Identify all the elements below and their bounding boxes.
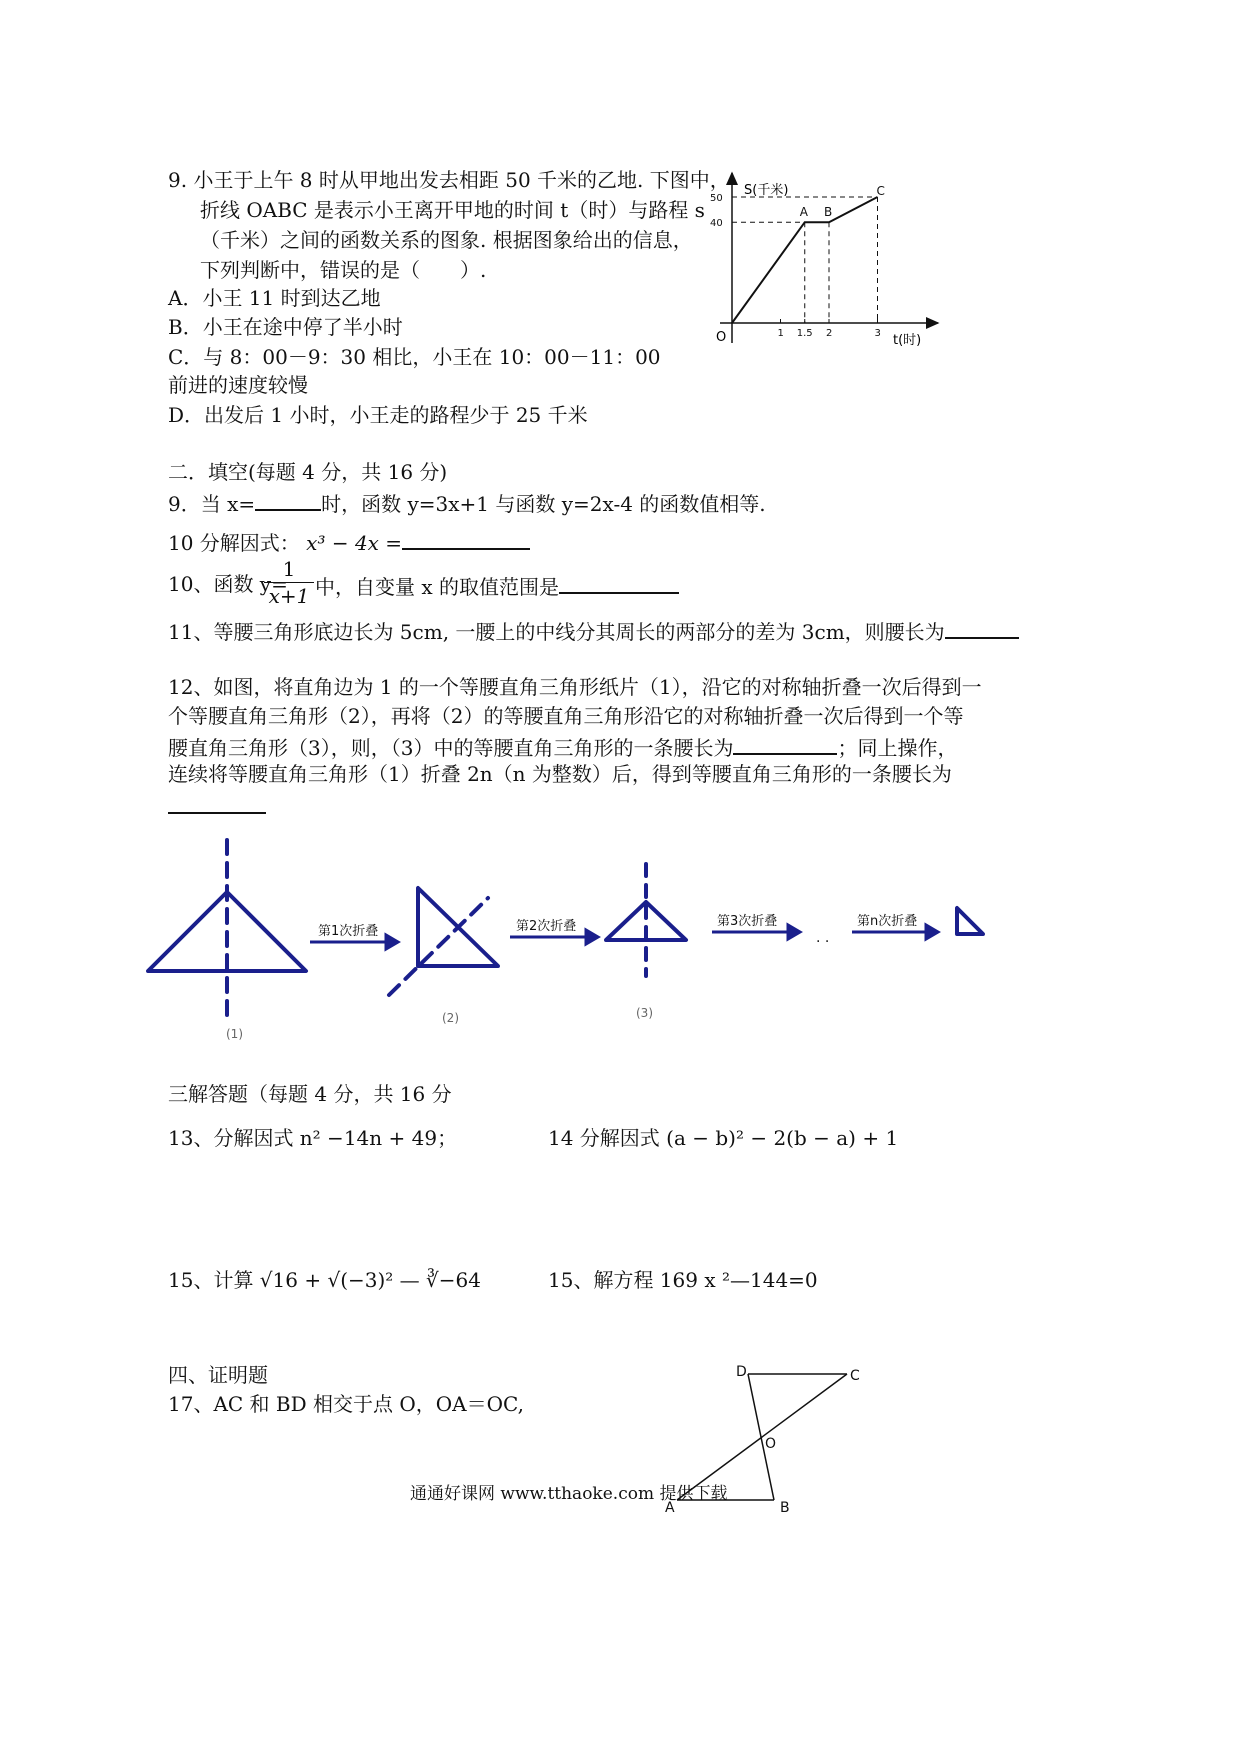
folding-figure — [0, 820, 1240, 1050]
label-o: O — [765, 1436, 777, 1452]
q9b — [168, 487, 766, 518]
q10b-fraction — [264, 556, 314, 609]
q12-line-5 — [168, 790, 266, 821]
arrow-head-2 — [586, 930, 598, 944]
q15b: 15、解方程 169 x ²—144=0 — [548, 1268, 818, 1292]
q9-line-1: 9. 小王于上午 8 时从甲地出发去相距 50 千米的乙地. 下图中， — [168, 168, 730, 192]
x-tick-label-3: 3 — [874, 328, 881, 339]
q9-option-a: A．小王 11 时到达乙地 — [168, 286, 381, 310]
arrow-label-3: 第3次折叠 — [717, 914, 778, 929]
q9b-suffix: 时，函数 y=3x+1 与函数 y=2x-4 的函数值相等. — [321, 492, 766, 516]
fold-axis-2 — [389, 898, 488, 995]
answer-blank[interactable] — [733, 731, 837, 755]
label-c: C — [850, 1368, 860, 1384]
q9-line-3: （千米）之间的函数关系的图象. 根据图象给出的信息， — [200, 228, 693, 252]
arrow-label-2: 第2次折叠 — [516, 919, 577, 934]
answer-blank[interactable] — [255, 487, 321, 511]
x-axis-label: t(时) — [893, 333, 922, 348]
q9-line-4: 下列判断中，错误的是（ ）. — [200, 258, 487, 282]
ellipsis-dots: · · — [816, 934, 830, 950]
y-axis-label: S(千米) — [744, 183, 789, 198]
q9-line-2: 折线 OABC 是表示小王离开甲地的时间 t（时）与路程 s — [200, 198, 705, 222]
origin-label: O — [716, 330, 727, 345]
q9b-prefix: 9．当 x= — [168, 492, 256, 516]
q10b — [315, 570, 679, 601]
q10b-suffix: 中，自变量 x 的取值范围是 — [315, 575, 559, 599]
label-b: B — [780, 1500, 790, 1516]
fraction-numerator: 1 — [264, 556, 314, 583]
x-tick-label-1: 1.5 — [796, 328, 813, 339]
q12-line-4: 连续将等腰直角三角形（1）折叠 2n（n 为整数）后，得到等腰直角三角形的一条腰长为 — [168, 762, 952, 786]
footer: 通通好课网 www.tthaoke.com 提供下载 — [410, 1484, 728, 1504]
q9-option-b: B．小王在途中停了半小时 — [168, 315, 403, 339]
distance-time-chart — [700, 165, 950, 355]
triangle-n — [957, 908, 983, 934]
arrow-label-1: 第1次折叠 — [318, 924, 379, 939]
answer-blank[interactable] — [402, 526, 530, 550]
section-2-heading: 二．填空(每题 4 分，共 16 分) — [168, 460, 448, 484]
q15a: 15、计算 √16 + √(−3)² — ∛−64 — [168, 1268, 481, 1292]
arrow-head-4 — [926, 925, 938, 939]
q17: 17、AC 和 BD 相交于点 O，OA＝OC, — [168, 1392, 524, 1416]
q9-option-c: C．与 8：00－9：30 相比，小王在 10：00－11：00 — [168, 345, 661, 369]
label-d: D — [736, 1364, 747, 1380]
q11-text: 11、等腰三角形底边长为 5cm, 一腰上的中线分其周长的两部分的差为 3cm，则腰长为 — [168, 620, 945, 644]
q9-option-d: D．出发后 1 小时，小王走的路程少于 25 千米 — [168, 403, 588, 427]
fraction-denominator: x+1 — [268, 584, 310, 608]
caption-3: (3) — [636, 1006, 653, 1020]
label-a: A — [665, 1500, 675, 1516]
y-tick-label-1: 50 — [710, 193, 723, 204]
answer-blank[interactable] — [168, 790, 266, 814]
q14: 14 分解因式 (a − b)² − 2(b − a) + 1 — [548, 1126, 899, 1150]
answer-blank[interactable] — [559, 570, 679, 594]
q10a-prefix: 10 分解因式： — [168, 531, 300, 555]
x-tick-label-2: 2 — [826, 328, 833, 339]
caption-2: (2) — [442, 1011, 459, 1025]
q10a-expression: x³ − 4x = — [306, 531, 403, 555]
answer-blank[interactable] — [945, 615, 1019, 639]
q10a — [168, 526, 530, 557]
y-tick-label-0: 40 — [710, 218, 723, 230]
q12-line-3-suffix: ；同上操作， — [837, 736, 958, 760]
arrow-head-3 — [788, 925, 800, 939]
arrow-head-1 — [386, 935, 398, 949]
section-3-heading: 三解答题（每题 4 分，共 16 分 — [168, 1082, 452, 1106]
q12-line-1: 12、如图，将直角边为 1 的一个等腰直角三角形纸片（1），沿它的对称轴折叠一次后得到一 — [168, 675, 982, 699]
point-label-c: C — [876, 184, 885, 198]
section-4-heading: 四、证明题 — [168, 1363, 268, 1387]
q11 — [168, 615, 1019, 646]
q13: 13、分解因式 n² −14n + 49； — [168, 1126, 458, 1150]
q12-line-2: 个等腰直角三角形（2），再将（2）的等腰直角三角形沿它的对称轴折叠一次后得到一个等 — [168, 704, 964, 728]
caption-1: (1) — [226, 1027, 243, 1041]
q10b-prefix: 10、函数 y= — [168, 572, 288, 596]
q9-option-c-cont: 前进的速度较慢 — [168, 373, 308, 397]
point-label-b: B — [824, 205, 833, 220]
point-label-a: A — [799, 205, 808, 220]
x-tick-label-0: 1 — [777, 328, 784, 339]
q12-line-3 — [168, 731, 957, 762]
arrow-label-4: 第n次折叠 — [857, 914, 918, 929]
q12-line-3-text: 腰直角三角形（3），则，（3）中的等腰直角三角形的一条腰长为 — [168, 736, 734, 760]
